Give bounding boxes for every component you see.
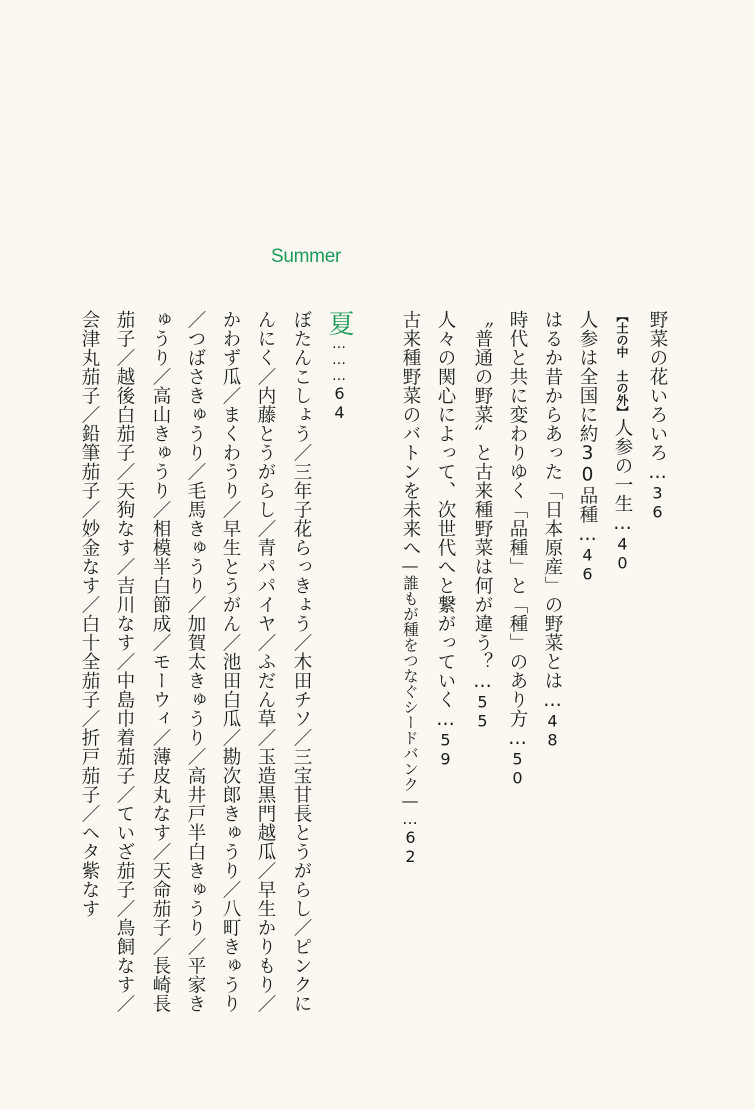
toc-page: 55 — [473, 692, 492, 731]
toc-entry — [610, 310, 634, 573]
season-page: 64 — [330, 384, 349, 422]
toc-page: 46 — [578, 545, 597, 584]
toc-entry — [470, 310, 494, 731]
toc-entry — [433, 310, 457, 769]
vegetable-line: ／つばさきゅうり／毛馬きゅうり／加賀太きゅうり／高井戸半白きゅうり／平家き — [185, 310, 206, 1013]
toc-page: 48 — [543, 711, 562, 750]
toc-entry — [645, 310, 669, 522]
toc-tag: 【土の中 土の外】 — [615, 310, 629, 418]
toc-page: 50 — [508, 749, 527, 788]
toc-title: 古来種野菜のバトンを未来へ — [400, 310, 421, 557]
toc-title: 野菜の花いろいろ… — [647, 310, 668, 484]
vegetable-line: ぼたんこしょう／三年子花らっきょう／木田チソ／三宝甘長とうがらし／ピンクに — [291, 310, 312, 1013]
toc-page: 36 — [648, 483, 667, 522]
season-heading — [321, 310, 357, 422]
toc-entry — [540, 310, 564, 750]
vegetable-line: ゅうり／高山きゅうり／相模半白節成／モーウィ／薄皮丸なす／天命茄子／長崎長 — [150, 310, 171, 1013]
toc-entry — [575, 310, 599, 584]
toc-page: 62 — [401, 828, 420, 866]
toc-subtitle: ―誰もが種をつなぐシードバンク―… — [401, 557, 419, 828]
vegetable-line: んにく／内藤とうがらし／青パパイヤ／ふだん草／玉造黒門越瓜／早生かりもり／ — [255, 310, 276, 1013]
vegetable-line: かわず瓜／まくわうり／早生とうがん／池田白瓜／勘次郎きゅうり／八町きゅうり — [220, 310, 241, 1013]
toc-entry — [398, 310, 422, 866]
vegetable-line: 会津丸茄子／鉛筆茄子／妙金なす／白十全茄子／折戸茄子／ヘタ紫なす — [79, 310, 100, 918]
toc-title: 時代と共に変わりゆく「品種」と「種」のあり方… — [507, 310, 528, 750]
summer-label: Summer — [271, 246, 341, 267]
toc-title: 人参は全国に約30品種… — [577, 310, 598, 546]
toc-page: 40 — [613, 534, 632, 573]
toc-title: 人参の一生… — [612, 418, 633, 535]
season-kanji: 夏 — [324, 310, 354, 336]
vegetable-line: 茄子／越後白茄子／天狗なす／吉川なす／中島巾着茄子／ていざ茄子／鳥飼なす／ — [114, 310, 135, 1013]
toc-page: 59 — [436, 730, 455, 769]
toc-title: はるか昔からあった「日本原産」の野菜とは… — [542, 310, 563, 712]
toc-entry — [505, 310, 529, 788]
toc-title: 〝普通の野菜〟と古来種野菜は何が違う？… — [472, 310, 493, 693]
season-dots: ……… — [331, 336, 347, 384]
toc-title: 人々の関心によって、次世代へと繋がっていく… — [435, 310, 456, 731]
